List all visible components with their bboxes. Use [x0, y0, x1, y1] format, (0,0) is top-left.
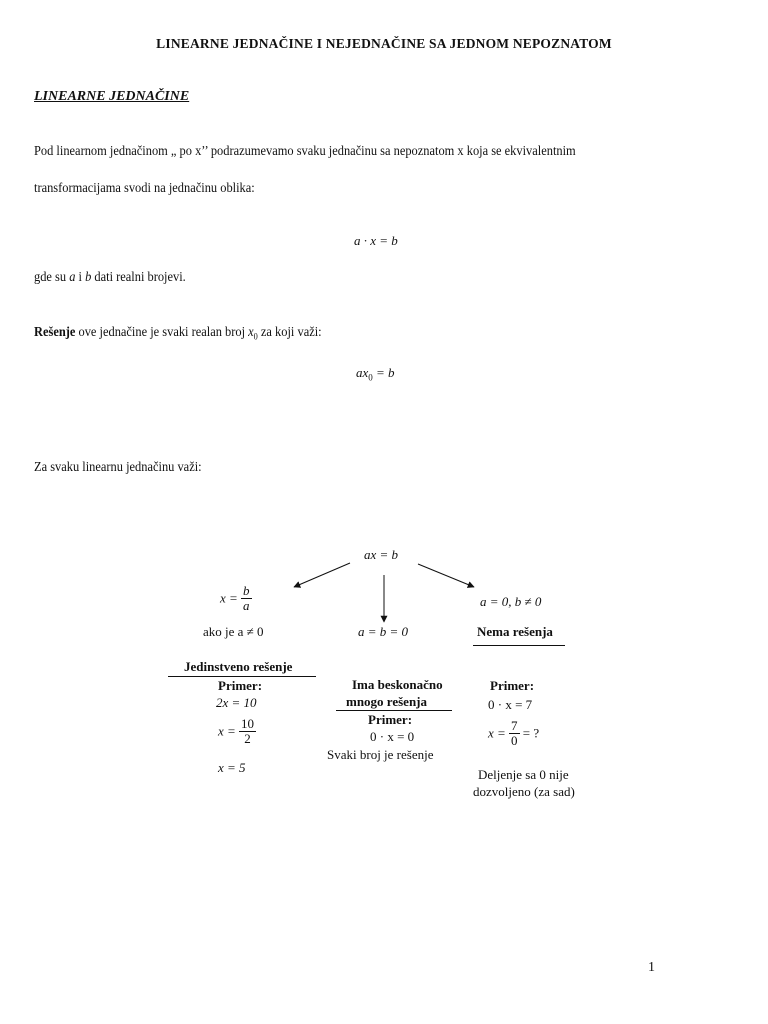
left-example-numerator: 10	[241, 716, 255, 731]
middle-example-line1: 0 · x = 0	[370, 729, 415, 744]
left-example-line3: x = 5	[218, 760, 246, 775]
middle-heading-line2: mnogo rešenja	[346, 694, 428, 709]
symbol-x: x	[248, 324, 254, 339]
left-branch-heading: Jedinstveno rešenje	[184, 659, 293, 674]
right-note-line2: dozvoljeno (za sad)	[473, 784, 575, 799]
diagram-root: ax = b	[364, 547, 399, 562]
middle-heading-line1: Ima beskonačno	[352, 677, 443, 692]
left-branch-condition: ako je a ≠ 0	[203, 624, 264, 639]
right-example-line2	[488, 719, 539, 748]
symbol-a: a	[69, 269, 76, 284]
arrow-right	[418, 564, 474, 587]
coefficients-text-post: dati realni brojevi.	[91, 269, 186, 284]
left-heading-underline	[168, 676, 316, 677]
solution-eq-rest: = b	[372, 365, 395, 380]
right-branch-heading: Nema rešenja	[477, 624, 553, 639]
left-branch-formula	[220, 584, 252, 613]
left-fraction-denominator: a	[243, 598, 250, 613]
middle-branch-condition: a = b = 0	[358, 624, 409, 639]
arrow-left	[294, 563, 350, 587]
solution-label: Rešenje	[34, 324, 76, 339]
right-example-suffix: = ?	[522, 725, 540, 741]
section-heading: LINEARNE JEDNAČINE	[34, 89, 190, 104]
right-branch-condition: a = 0, b ≠ 0	[480, 594, 542, 609]
left-fraction-numerator: b	[243, 583, 250, 598]
middle-example-line2: Svaki broj je rešenje	[327, 747, 434, 762]
paragraph-definition-line2: transformacijama svodi na jednačinu oblika:	[34, 180, 255, 195]
left-formula-prefix: x =	[220, 590, 238, 606]
paragraph-definition-line1: Pod linearnom jednačinom „ po x’’ podrazumevamo svaku jednačinu sa nepoznatom x koja se ekvivalentnim	[34, 143, 576, 158]
middle-heading-underline	[336, 710, 452, 711]
right-example-fraction	[509, 719, 520, 748]
equation-solution	[356, 365, 395, 383]
page-number: 1	[648, 960, 655, 975]
middle-primer-label: Primer:	[368, 712, 413, 727]
solution-text: ove jednačine je svaki realan broj	[75, 324, 249, 339]
right-example-line1: 0 · x = 7	[488, 697, 533, 712]
left-example-line2	[218, 717, 256, 746]
symbol-b: b	[85, 269, 92, 284]
left-example-line1: 2x = 10	[216, 695, 257, 710]
right-example-numerator: 7	[511, 718, 518, 733]
right-example-prefix: x =	[488, 725, 506, 741]
right-heading-underline	[473, 645, 565, 646]
coefficients-text-pre: gde su	[34, 269, 70, 284]
equation-general-form: a · x = b	[354, 233, 398, 248]
left-example-prefix: x =	[218, 723, 236, 739]
left-fraction	[241, 584, 252, 613]
solution-text-post: za koji važi:	[257, 324, 322, 339]
solution-eq-subscript: 0	[368, 372, 373, 383]
left-example-denominator: 2	[244, 731, 251, 746]
solution-eq-ax: ax	[356, 365, 369, 380]
left-primer-label: Primer:	[218, 678, 263, 693]
paragraph-solution	[34, 324, 322, 342]
paragraph-cases-intro: Za svaku linearnu jednačinu važi:	[34, 459, 202, 474]
symbol-x-subscript: 0	[253, 331, 258, 342]
right-example-denominator: 0	[511, 733, 518, 748]
right-note-line1: Deljenje sa 0 nije	[478, 767, 569, 782]
paragraph-coefficients	[34, 269, 186, 285]
right-primer-label: Primer:	[490, 678, 535, 693]
coefficients-text-and: i	[75, 269, 86, 284]
left-example-fraction	[239, 717, 256, 746]
page-title: LINEARNE JEDNAČINE I NEJEDNAČINE SA JEDNOM NEPOZNATOM	[156, 36, 612, 51]
